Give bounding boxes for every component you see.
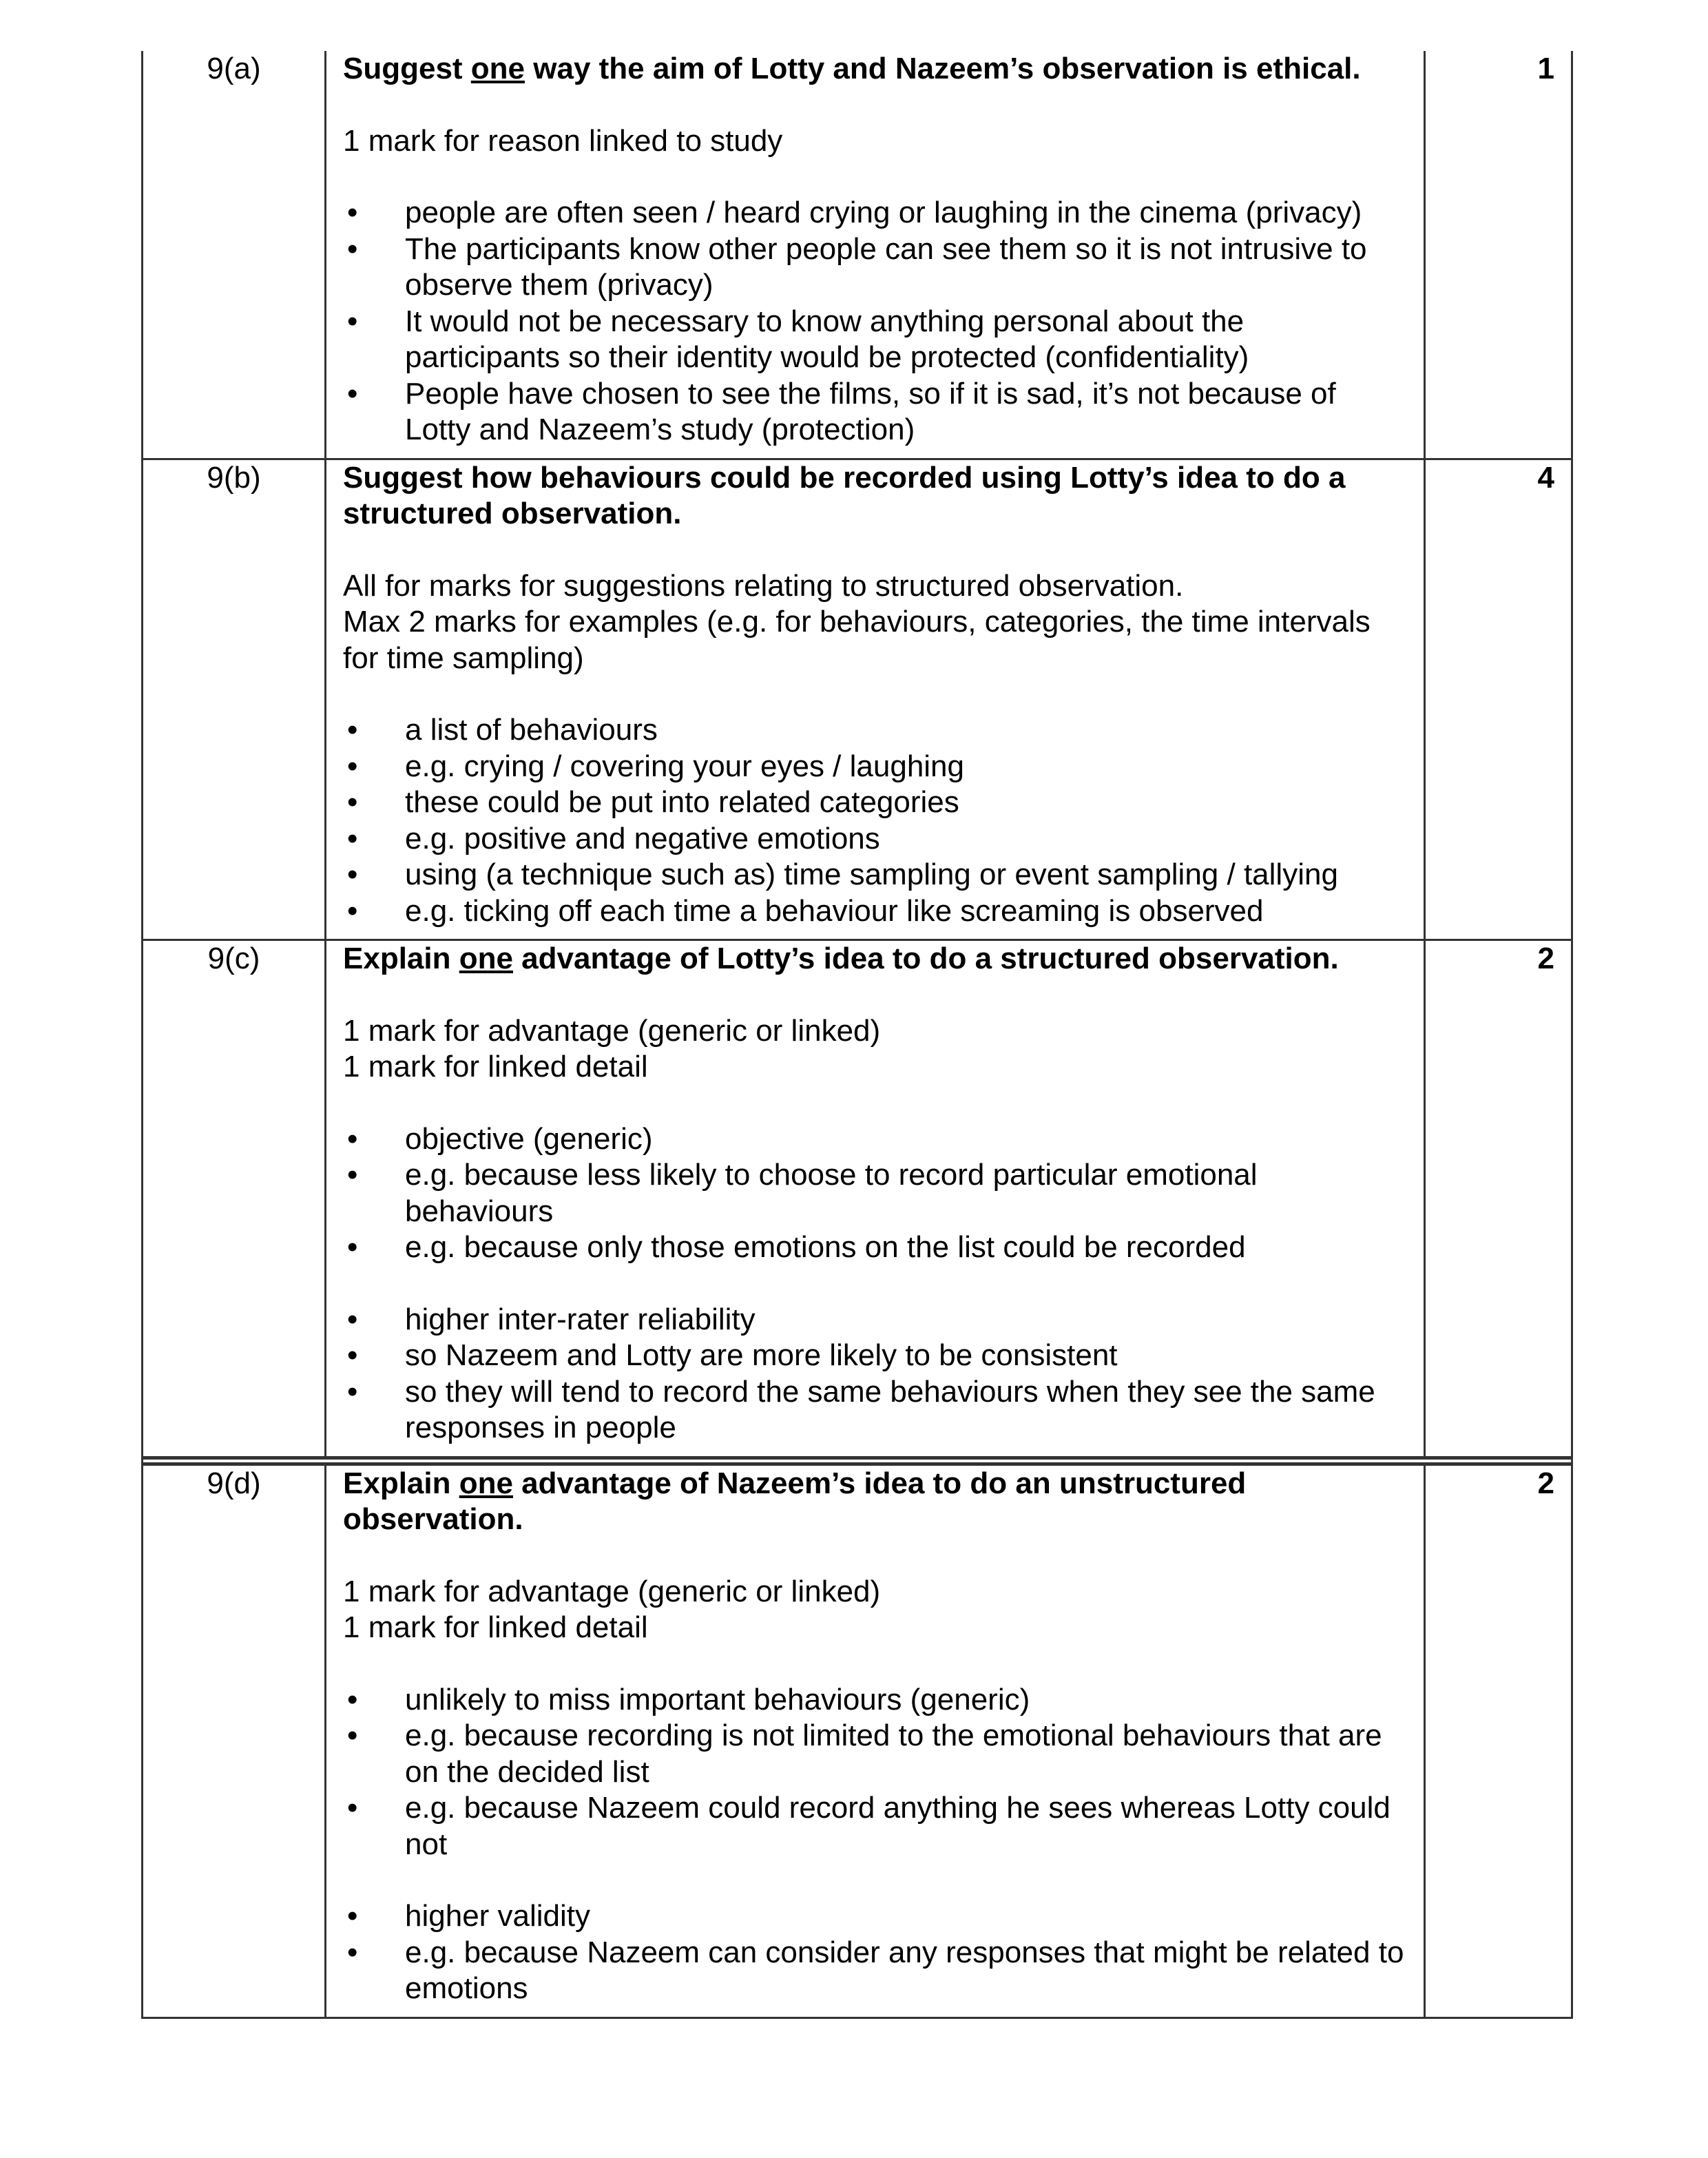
marking-criteria (343, 123, 1407, 160)
question-row (143, 51, 1571, 458)
bullet: • (347, 893, 358, 928)
criteria-line: Max 2 marks for examples (e.g. for behaviours, categories, the time intervals for time sampling) (343, 605, 1371, 675)
bullet: • (347, 1899, 358, 1933)
bullet: • (347, 785, 358, 819)
answer-point (343, 195, 1407, 231)
answer-point (343, 1682, 1407, 1719)
marking-criteria (343, 568, 1407, 677)
answer-point-text: a list of behaviours (405, 713, 658, 747)
answer-cell (326, 1466, 1426, 2017)
answer-points (343, 1121, 1407, 1266)
question-text (343, 51, 1407, 87)
question-text-end: advantage of Lotty’s idea to do a structured observation. (512, 942, 1339, 975)
criteria-line: All for marks for suggestions relating to structured observation. (343, 568, 1184, 603)
bullet: • (347, 858, 358, 891)
bullet: • (347, 713, 358, 747)
question-text-end: advantage of Nazeem’s idea to do an unstructured observation. (343, 1466, 1247, 1536)
criteria-line: 1 mark for linked detail (343, 1050, 648, 1083)
criteria-line: 1 mark for advantage (generic or linked) (343, 1013, 881, 1048)
answer-point (343, 1302, 1407, 1338)
criteria-line: 1 mark for linked detail (343, 1610, 648, 1644)
answer-cell (326, 941, 1426, 1456)
question-number: 9(d) (143, 1466, 326, 2017)
answer-point (343, 749, 1407, 785)
answer-point (343, 1935, 1407, 2007)
answer-point (343, 1898, 1407, 1935)
criteria-line: 1 mark for reason linked to study (343, 123, 783, 158)
answer-cell (326, 460, 1426, 940)
bullet: • (347, 1302, 358, 1336)
answer-point (343, 1338, 1407, 1374)
answer-points (343, 1302, 1407, 1446)
answer-point (343, 304, 1407, 376)
bullet: • (347, 1158, 358, 1192)
bullet: • (347, 1374, 358, 1409)
bullet: • (347, 749, 358, 783)
bullet: • (347, 231, 358, 266)
question-row (143, 1456, 1571, 2017)
answer-point-text: e.g. because Nazeem can consider any responses that might be related to emotions (405, 1935, 1404, 2005)
question-text-end: way the aim of Lotty and Nazeem’s observation is ethical. (525, 52, 1361, 85)
answer-point (343, 785, 1407, 821)
answer-point (343, 1157, 1407, 1230)
answer-point-text: so Nazeem and Lotty are more likely to be consistent (405, 1338, 1118, 1372)
marks-value: 4 (1537, 460, 1554, 495)
question-text-start: Explain (343, 942, 459, 975)
answer-point (343, 231, 1407, 304)
bullet: • (347, 1719, 358, 1752)
bullet: • (347, 821, 358, 855)
bullet: • (347, 1338, 358, 1372)
answer-point (343, 376, 1407, 448)
question-row (143, 458, 1571, 940)
answer-points (343, 1898, 1407, 2007)
question-text-emphasis: one (459, 942, 513, 975)
marks-value: 2 (1537, 942, 1554, 975)
answer-point (343, 712, 1407, 749)
answer-point-text: People have chosen to see the films, so if it is sad, it’s not because of Lotty and Nazeem’s study (protection) (405, 376, 1336, 446)
answer-point-text: unlikely to miss important behaviours (generic) (405, 1682, 1030, 1716)
answer-point (343, 893, 1407, 930)
answer-points (343, 1682, 1407, 1863)
answer-point (343, 1790, 1407, 1863)
answer-point-text: using (a technique such as) time sampling or event sampling / tallying (405, 858, 1338, 891)
answer-points (343, 195, 1407, 448)
question-text-start: Suggest (343, 52, 471, 85)
answer-point-text: higher validity (405, 1899, 591, 1933)
answer-point-text: e.g. because recording is not limited to the emotional behaviours that are on the decided list (405, 1719, 1382, 1789)
marks-value: 1 (1537, 52, 1554, 85)
answer-points (343, 712, 1407, 929)
answer-point-text: higher inter-rater reliability (405, 1302, 756, 1336)
question-number: 9(a) (143, 51, 326, 458)
bullet: • (347, 1230, 358, 1264)
question-row (143, 939, 1571, 1456)
question-number: 9(c) (143, 941, 326, 1456)
answer-point-text: e.g. because less likely to choose to record particular emotional behaviours (405, 1158, 1258, 1228)
answer-point-text: e.g. because Nazeem could record anything he sees whereas Lotty could not (405, 1791, 1391, 1861)
answer-point (343, 857, 1407, 893)
question-text (343, 460, 1407, 532)
bullet: • (347, 1121, 358, 1156)
bullet: • (347, 376, 358, 411)
answer-point-text: e.g. because only those emotions on the list could be recorded (405, 1230, 1246, 1264)
marking-criteria (343, 1013, 1407, 1086)
marks-value: 2 (1537, 1466, 1554, 1500)
answer-point-text: people are often seen / heard crying or laughing in the cinema (privacy) (405, 196, 1362, 229)
marking-criteria (343, 1574, 1407, 1646)
question-text-start: Explain (343, 1466, 459, 1500)
bullet: • (347, 196, 358, 229)
bullet: • (347, 1935, 358, 1969)
question-text-start: Suggest how behaviours could be recorded using Lotty’s idea to do a structured observation. (343, 460, 1346, 530)
answer-point-text: so they will tend to record the same behaviours when they see the same responses in people (405, 1374, 1375, 1444)
answer-point-text: e.g. ticking off each time a behaviour like screaming is observed (405, 893, 1264, 928)
answer-cell (326, 51, 1426, 458)
question-text-emphasis: one (470, 52, 525, 85)
answer-point (343, 1121, 1407, 1158)
bullet: • (347, 304, 358, 338)
mark-scheme-table (141, 51, 1573, 2019)
answer-point (343, 1374, 1407, 1446)
answer-point-text: these could be put into related categories (405, 785, 959, 819)
answer-point-text: objective (generic) (405, 1121, 653, 1156)
question-text-emphasis: one (459, 1466, 513, 1500)
answer-point (343, 821, 1407, 858)
answer-point-text: It would not be necessary to know anything personal about the participants so their identity would be protected (confidentiality) (405, 304, 1249, 374)
answer-point-text: The participants know other people can see them so it is not intrusive to observe them (privacy) (405, 231, 1367, 302)
answer-point (343, 1718, 1407, 1790)
question-text (343, 941, 1407, 977)
answer-point (343, 1230, 1407, 1266)
bullet: • (347, 1791, 358, 1825)
question-text (343, 1466, 1407, 1538)
bullet: • (347, 1682, 358, 1716)
answer-point-text: e.g. crying / covering your eyes / laughing (405, 749, 965, 783)
answer-point-text: e.g. positive and negative emotions (405, 821, 880, 855)
criteria-line: 1 mark for advantage (generic or linked) (343, 1574, 881, 1608)
question-number: 9(b) (143, 460, 326, 940)
